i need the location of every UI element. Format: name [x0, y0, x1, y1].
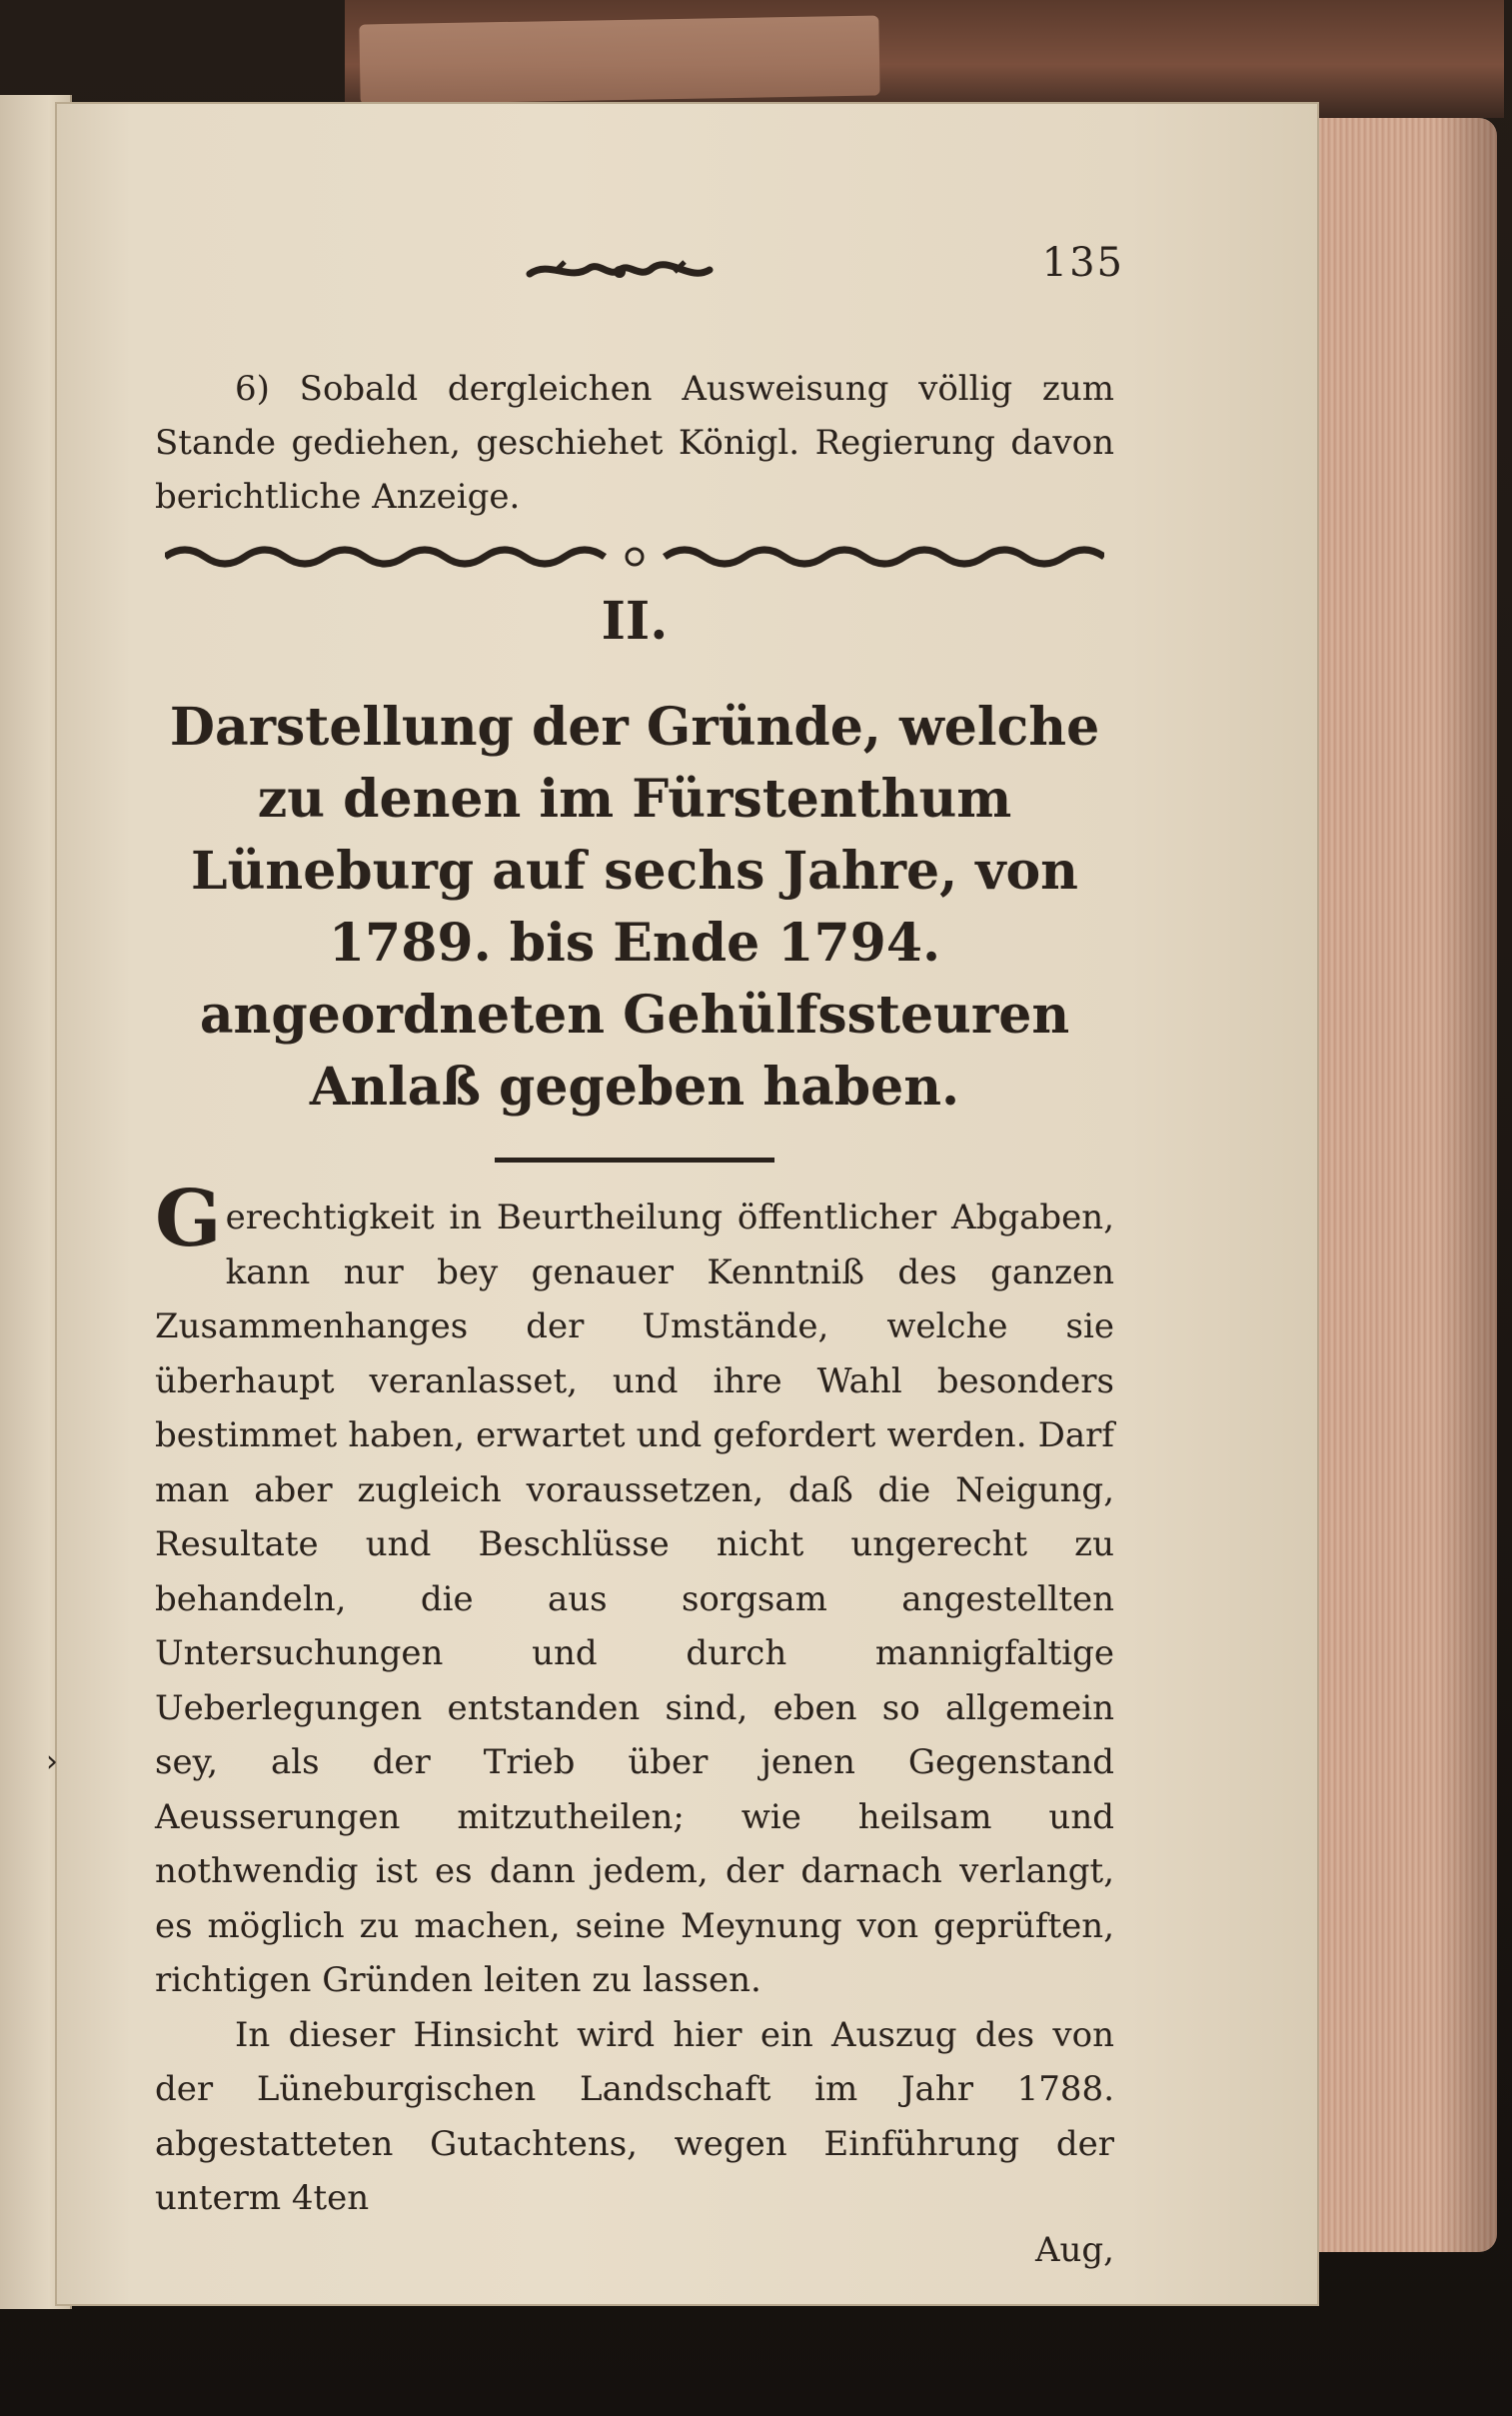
- item-6-paragraph: 6) Sobald dergleichen Ausweisung völlig zum Stande gediehen, geschiehet Königl. Regierung davon berichtliche Anzeige.: [155, 369, 1114, 517]
- floral-head-ornament-icon: [525, 252, 715, 292]
- drop-cap: G: [155, 1174, 222, 1264]
- paragraph-1-text: erechtigkeit in Beurtheilung öffentlicher Abgaben, kann nur bey genauer Kenntniß des ganzen Zusammenhanges der Umstände, welche sie überhaupt veranlasset, und ihre Wahl besonders bestimmet haben, erwartet und gefordert werden. Darf man aber zugleich voraussetzen, daß die Neigung, Resultate und Beschlüsse nicht ungerecht zu behandeln, die aus sorgsam angestellten Untersuchungen und durch mannigfaltige Ueberlegungen entstanden sind, eben so allgemein sey, als der Trieb über jenen Gegenstand Aeusserungen mitzutheilen; wie heilsam und nothwendig ist es dann jedem, der darnach verlangt, es möglich zu machen, seine Meynung von geprüften, richtigen Gründen leiten zu lassen.: [155, 1198, 1114, 2000]
- scroll-divider-ornament-icon: [165, 542, 1104, 572]
- section-number: II.: [601, 591, 669, 652]
- scroll-divider: [155, 542, 1114, 572]
- paragraph-1: [155, 1174, 1114, 2008]
- paragraph-2: In dieser Hinsicht wird hier ein Auszug des von der Lüneburgischen Landschaft im Jahr 1788. abgestatteten Gutachtens, wegen Einführung der unterm 4ten: [155, 2014, 1114, 2218]
- running-head: [155, 240, 1124, 300]
- leather-bookmark-tab: [359, 15, 879, 104]
- title-rule: [495, 1158, 774, 1163]
- page-number: 135: [1041, 240, 1124, 286]
- margin-mark-icon: ›: [46, 1744, 58, 1779]
- section-title: Darstellung der Gründe, welche zu denen im Fürstenthum Lüneburg auf sechs Jahre, von 1789. bis Ende 1794. angeordneten Gehülfssteuren Anlaß gegeben haben.: [169, 697, 1100, 1118]
- page-block-edges: [1317, 118, 1497, 2252]
- catchword: Aug,: [1034, 2229, 1114, 2270]
- page-content: [155, 240, 1124, 2270]
